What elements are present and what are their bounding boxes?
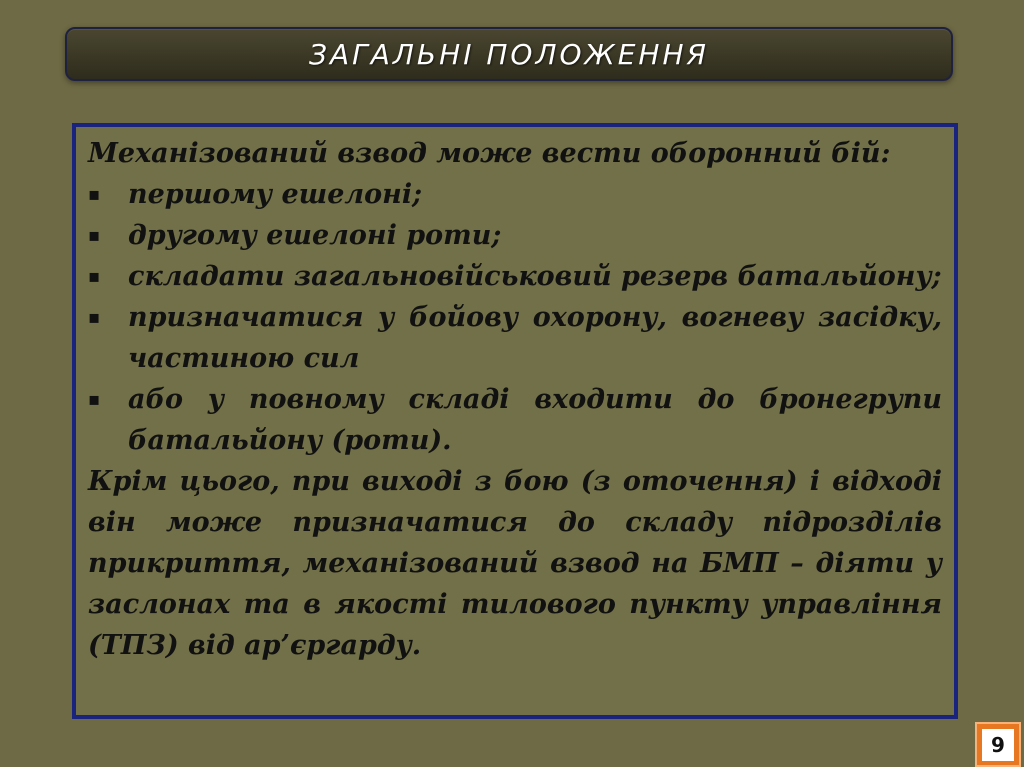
bullet-icon: ▪ xyxy=(88,225,101,246)
list-item xyxy=(88,297,942,379)
list-item xyxy=(88,256,942,297)
bullet-icon: ▪ xyxy=(88,307,101,328)
intro-text: Механізований взвод може вести оборонний бій: xyxy=(88,138,891,169)
page-number: 9 xyxy=(982,729,1014,761)
bullet-icon: ▪ xyxy=(88,266,101,287)
list-item xyxy=(88,379,942,461)
bullet-text: або у повному складі входити до бронегрупи батальйону (роти). xyxy=(128,384,942,456)
bullet-icon: ▪ xyxy=(88,184,101,205)
title-bar xyxy=(65,27,953,81)
slide-title: ЗАГАЛЬНІ ПОЛОЖЕННЯ xyxy=(309,37,709,71)
bullet-text: другому ешелоні роти; xyxy=(128,220,502,251)
bullet-text: складати загальновійськовий резерв батальйону; xyxy=(128,261,942,292)
bullet-list xyxy=(88,174,942,461)
bullet-icon: ▪ xyxy=(88,389,101,410)
list-item xyxy=(88,215,942,256)
outro-text: Крім цього, при виході з бою (з оточення) і відході він може призначатися до складу підрозділів прикриття, механізований взвод на БМП – діяти у заслонах та в якості тилового пункту управління (ТПЗ) від ар’єргарду. xyxy=(88,466,942,661)
list-item xyxy=(88,174,942,215)
bullet-text: першому ешелоні; xyxy=(128,179,423,210)
bullet-text: призначатися у бойову охорону, вогневу засідку, частиною сил xyxy=(128,302,942,374)
content-box xyxy=(72,123,958,719)
page-number-badge xyxy=(975,722,1021,767)
